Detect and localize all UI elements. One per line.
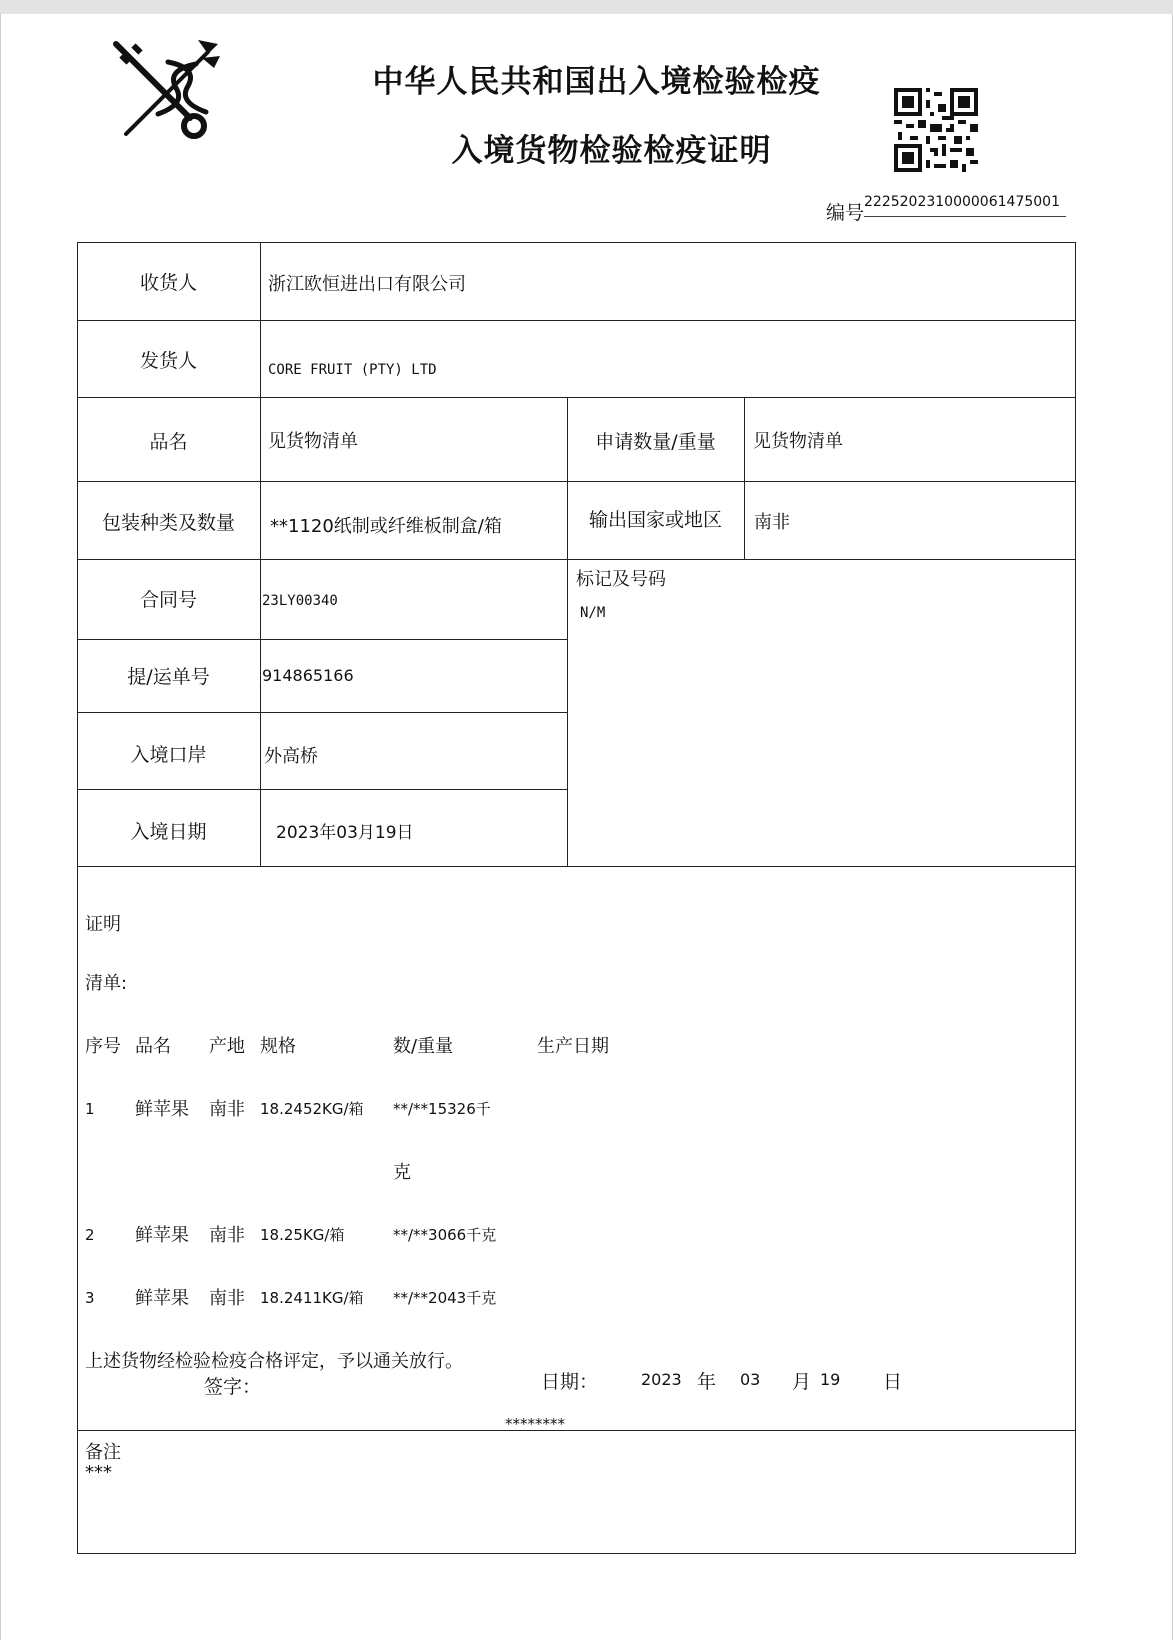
signature-label: 签字： [204,1376,262,1398]
goods-value: 见货物清单 [268,431,358,452]
bill-of-lading-label: 提/运单号 [127,666,210,688]
col-origin: 产地 [209,1036,245,1057]
contract-label: 合同号 [139,589,197,611]
certificate-number-label: 编号 [826,202,865,224]
remarks [85,1443,121,1483]
date-day-unit: 日 [883,1371,903,1393]
date-day: 19 [820,1370,841,1389]
terminator: ******** [505,1415,565,1433]
list-heading: 清单: [85,973,128,994]
origin-country-label: 输出国家或地区 [588,509,722,531]
marks-label: 标记及号码 [576,569,666,590]
contract-value: 23LY00340 [262,593,338,609]
entry-port-label: 入境口岸 [130,744,207,766]
col-prod-date: 生产日期 [537,1036,609,1057]
origin-country-value: 南非 [754,512,790,533]
goods-list-header [85,1036,609,1057]
consignee-label: 收货人 [139,272,197,294]
date-label: 日期： [541,1371,599,1393]
goods-list-row: 1 鲜苹果 南非 18.2452KG/箱 **/**15326千 [85,1099,491,1120]
consignee-value: 浙江欧恒进出口有限公司 [268,274,466,295]
date-year: 2023 [641,1370,682,1389]
marks-value: N/M [580,605,606,621]
packing-value: **1120纸制或纤维板制盒/箱 [270,516,502,537]
date-month-unit: 月 [792,1371,812,1393]
bill-of-lading-value: 914865166 [262,666,354,685]
quantity-label: 申请数量/重量 [595,431,716,453]
certificate-body: 证明 清单: 序号 品名 产地 规格 数/重量 生产日期 1 鲜苹果 南非 18.2452KG/箱 **/**15326千 克 2 鲜苹果 南非 18.25KG/箱 **/**3066千克 3 鲜苹果 南非 18.2411KG/箱 **/**2043千克 上述货物经检验检疫合格评定，予以通关放行。 ******** [85,914,609,1433]
certificate-number-value: 2225202310000061475001 [864,194,1066,217]
date-year-unit: 年 [697,1371,717,1393]
packing-label: 包装种类及数量 [101,512,235,534]
goods-list-row: 3 鲜苹果 南非 18.2411KG/箱 **/**2043千克 [85,1288,497,1309]
col-qty: 数/重量 [393,1036,454,1057]
authority-title: 中华人民共和国出入境检验检疫 [372,64,821,100]
consignor-value: CORE FRUIT (PTY) LTD [268,362,437,378]
remarks-label: 备注 [85,1442,121,1463]
document-title: 入境货物检验检疫证明 [451,133,772,169]
col-spec: 规格 [260,1036,296,1057]
quantity-value: 见货物清单 [753,431,843,452]
entry-port-value: 外高桥 [264,746,318,767]
date-month: 03 [740,1370,761,1389]
goods-label: 品名 [149,431,188,453]
consignor-label: 发货人 [139,350,197,372]
col-no: 序号 [85,1036,121,1057]
col-name: 品名 [135,1036,171,1057]
clearance-statement: 上述货物经检验检疫合格评定，予以通关放行。 [85,1351,463,1372]
goods-list-row: 2 鲜苹果 南非 18.25KG/箱 **/**3066千克 [85,1225,497,1246]
remarks-value: *** [85,1462,112,1483]
entry-date-label: 入境日期 [130,821,207,843]
entry-date-value: 2023年03月19日 [276,823,414,843]
certificate-heading: 证明 [85,914,121,935]
